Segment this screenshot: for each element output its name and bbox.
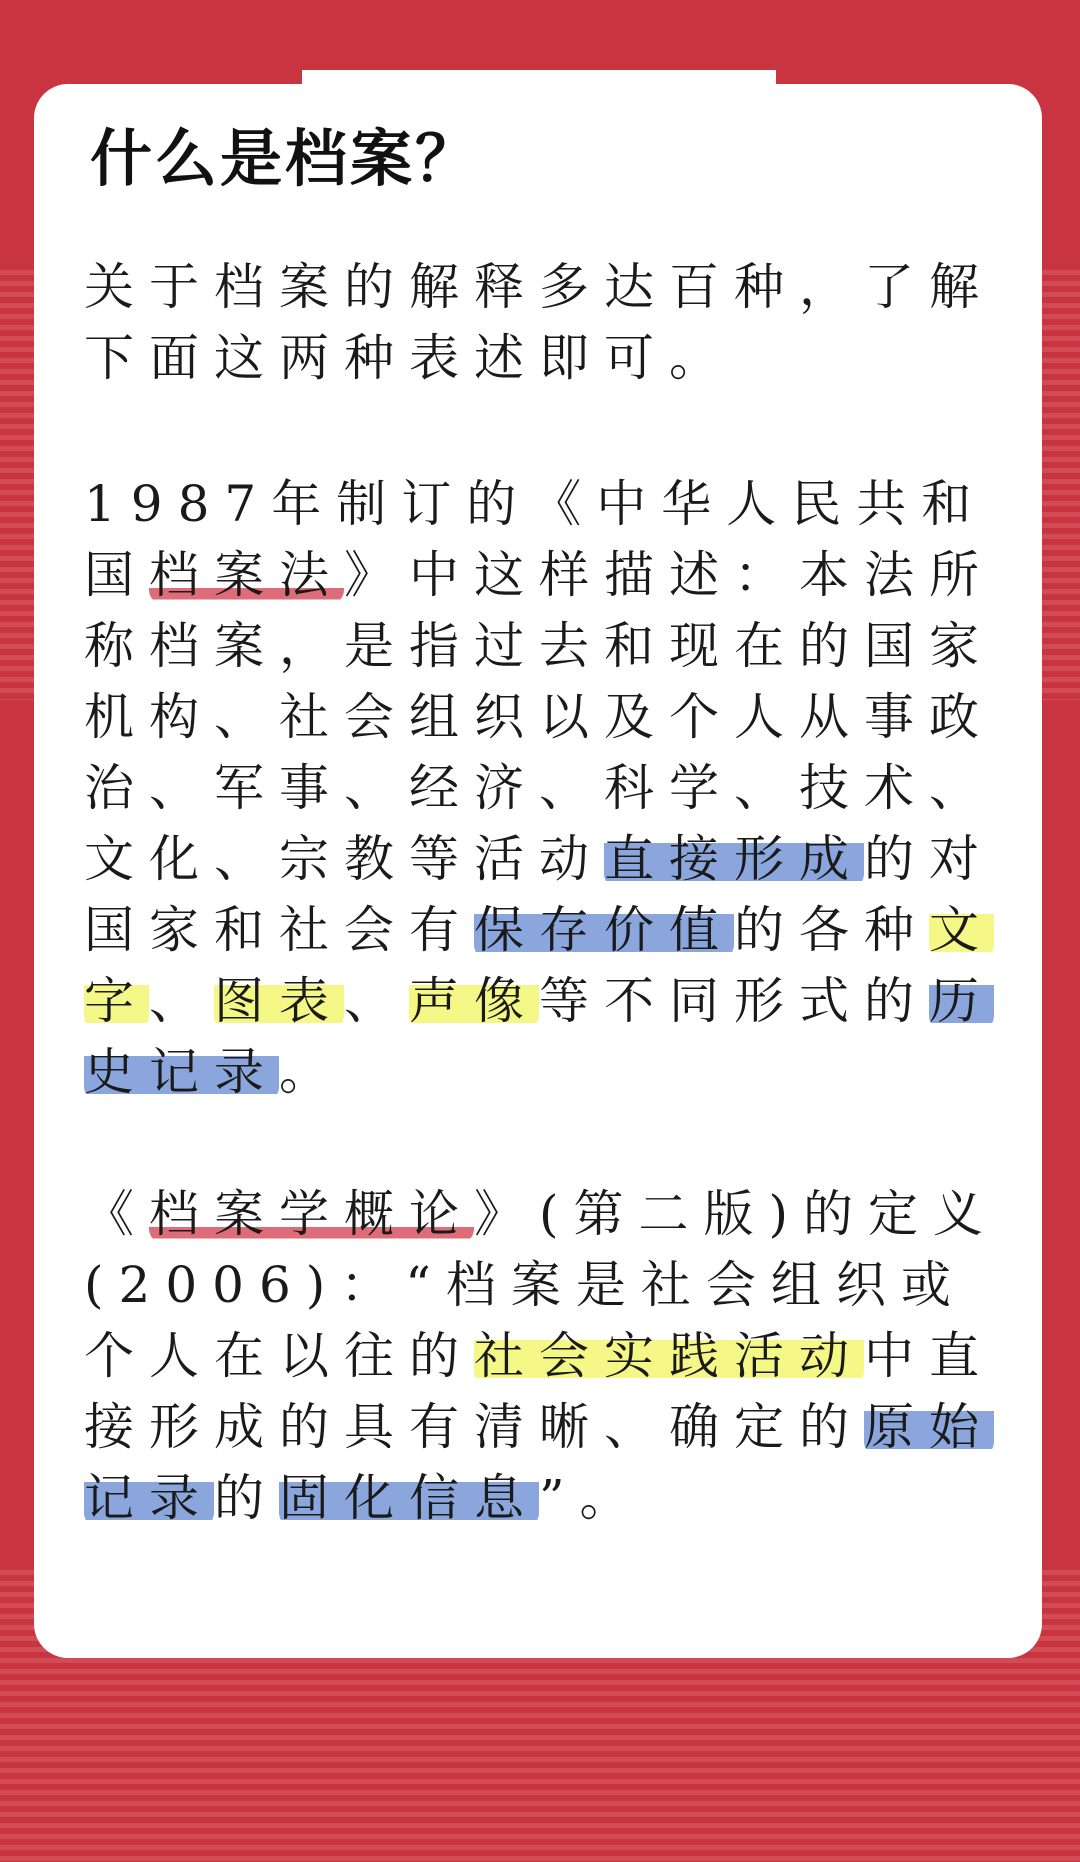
highlight-audiovisual-form: 声像: [409, 972, 539, 1030]
law-text-8: 。: [279, 1043, 344, 1101]
highlight-original-record: 原始记录: [84, 1398, 994, 1527]
content-card: [34, 84, 1042, 1658]
law-text-3: 的对国家和社会有: [84, 830, 994, 959]
textbook-definition-paragraph: [84, 1179, 1024, 1534]
book-text-2: 》(第二版)的定义(2006)：“档案是社会组织或个人在以往的: [84, 1185, 999, 1385]
highlight-social-practice: 社会实践活动: [474, 1327, 864, 1385]
highlight-book-title: 档案学概论: [149, 1185, 474, 1243]
book-text-1: 《: [84, 1185, 149, 1243]
law-text-6: 、: [344, 972, 409, 1030]
highlight-text-form: 文字: [84, 901, 994, 1030]
highlight-historical-record: 历史记录: [84, 972, 994, 1101]
law-text-5: 、: [149, 972, 214, 1030]
book-text-3: 中直接形成的具有清晰、确定的: [84, 1327, 994, 1456]
highlight-directly-formed: 直接形成: [604, 830, 864, 888]
law-definition-paragraph: [84, 469, 1024, 1108]
highlight-charts-form: 图表: [214, 972, 344, 1030]
page-title: 什么是档案？: [90, 122, 481, 195]
book-text-4: 的: [214, 1469, 279, 1527]
highlight-archives-law: 档案法: [149, 546, 344, 604]
law-text-2: 》中这样描述：本法所称档案，是指过去和现在的国家机构、社会组织以及个人从事政治、军事、经济、科学、技术、文化、宗教等活动: [84, 546, 994, 888]
intro-text: 关于档案的解释多达百种，了解下面这两种表述即可。: [84, 258, 994, 387]
highlight-solidified-info: 固化信息: [279, 1469, 539, 1527]
law-text-1: 1987年制订的《中华人民共和国: [84, 475, 987, 604]
law-text-7: 等不同形式的: [539, 972, 929, 1030]
highlight-preservation-value: 保存价值: [474, 901, 734, 959]
intro-paragraph: [84, 252, 1024, 394]
book-text-5: ”。: [539, 1469, 645, 1527]
law-text-4: 的各种: [734, 901, 929, 959]
